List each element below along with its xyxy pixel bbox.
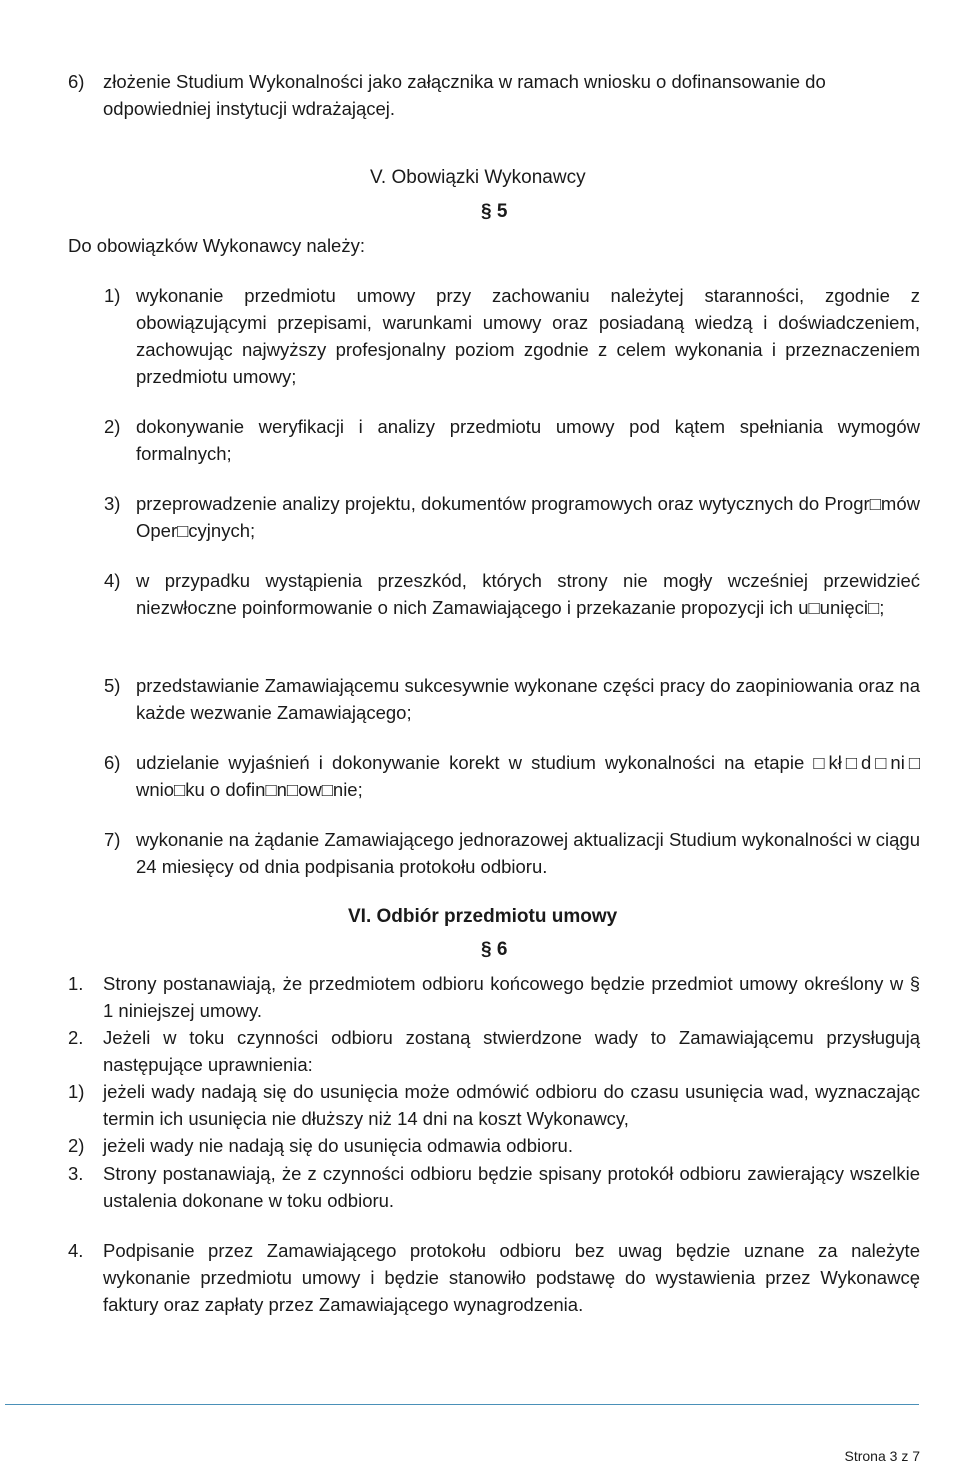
list-item-text: Strony postanawiają, że z czynności odbioru będzie spisany protokół odbioru zawierający wszelkie ustalenia dokonane w toku odbioru. — [103, 1163, 920, 1211]
list-item-text: wykonanie na żądanie Zamawiającego jednorazowej aktualizacji Studium wykonalności w ciągu 24 miesięcy od dnia podpisania protokołu odbioru. — [136, 829, 920, 877]
list-item — [104, 490, 920, 544]
footer-divider — [5, 1404, 919, 1405]
list-item-text: dokonywanie weryfikacji i analizy przedmiotu umowy pod kątem spełniania wymogów formalnych; — [136, 416, 920, 464]
list-item — [104, 826, 920, 880]
list-item-text: przedstawianie Zamawiającemu sukcesywnie wykonane części pracy do zaopiniowania oraz na każde wezwanie Zamawiającego; — [136, 675, 920, 723]
list-item-number: 1. — [68, 973, 84, 994]
list-item — [68, 1132, 920, 1159]
intro-item-number: 6) — [68, 71, 85, 92]
list-item-number: 7) — [104, 829, 121, 850]
list-item-number: 6) — [104, 752, 121, 773]
list-item-text: Jeżeli w toku czynności odbioru zostaną stwierdzone wady to Zamawiającemu przysługują następujące uprawnienia: — [103, 1027, 920, 1075]
list-item-number: 3. — [68, 1163, 84, 1184]
list-item-number: 5) — [104, 675, 121, 696]
list-item — [68, 970, 920, 1024]
list-item — [68, 1160, 920, 1214]
list-item — [104, 749, 920, 803]
list-item-number: 1) — [68, 1081, 85, 1102]
list-item-number: 3) — [104, 493, 121, 514]
list-item-text: udzielanie wyjaśnień i dokonywanie korekt w studium wykonalności na etapie □kł□d□ni□ wnio□ku o dofin□n□ow□nie; — [136, 752, 920, 800]
section-6-paragraph-sign: § 6 — [481, 939, 508, 960]
page-number: Strona 3 z 7 — [844, 1448, 920, 1464]
list-item-number: 4) — [104, 570, 121, 591]
section-5-title: V. Obowiązki Wykonawcy — [370, 167, 586, 188]
list-item-number: 2) — [104, 416, 121, 437]
intro-item-text: złożenie Studium Wykonalności jako załącznika w ramach wniosku o dofinansowanie do odpowiedniej instytucji wdrażającej. — [103, 71, 826, 119]
list-item-number: 4. — [68, 1240, 84, 1261]
list-item-text: jeżeli wady nadają się do usunięcia może odmówić odbioru do czasu usunięcia wad, wyznaczając termin ich usunięcia nie dłuższy niż 14 dni na koszt Wykonawcy, — [103, 1081, 920, 1129]
list-item-text: wykonanie przedmiotu umowy przy zachowaniu należytej staranności, zgodnie z obowiązującymi przepisami, warunkami umowy oraz posiadaną wiedzą i doświadczeniem, zachowując najwyższy profesjonalny poziom zgodnie z celem wykonania i przeznaczeniem przedmiotu umowy; — [136, 285, 920, 387]
list-item-text: jeżeli wady nie nadają się do usunięcia odmawia odbioru. — [103, 1135, 573, 1156]
list-item-number: 2) — [68, 1135, 85, 1156]
list-item — [68, 1024, 920, 1078]
list-item-number: 1) — [104, 285, 121, 306]
section-5-paragraph-sign: § 5 — [481, 201, 508, 222]
list-item — [68, 1237, 920, 1318]
section-5-lead: Do obowiązków Wykonawcy należy: — [68, 235, 365, 256]
intro-item — [68, 68, 920, 122]
list-item-text: w przypadku wystąpienia przeszkód, których strony nie mogły wcześniej przewidzieć niezwłoczne poinformowanie o nich Zamawiającego i przekazanie propozycji ich u□unięci□; — [136, 570, 920, 618]
list-item — [68, 1078, 920, 1132]
list-item — [104, 282, 920, 390]
list-item — [104, 567, 920, 621]
list-item-text: Strony postanawiają, że przedmiotem odbioru końcowego będzie przedmiot umowy określony w § 1 niniejszej umowy. — [103, 973, 920, 1021]
list-item-text: Podpisanie przez Zamawiającego protokołu odbioru bez uwag będzie uznane za należyte wykonanie przedmiotu umowy i będzie stanowiło podstawę do wystawienia przez Wykonawcę faktury oraz zapłaty przez Zamawiającego wynagrodzenia. — [103, 1240, 920, 1315]
list-item-text: przeprowadzenie analizy projektu, dokumentów programowych oraz wytycznych do Progr□mów Oper□cyjnych; — [136, 493, 920, 541]
list-item — [104, 672, 920, 726]
list-item-number: 2. — [68, 1027, 84, 1048]
section-6-title: VI. Odbiór przedmiotu umowy — [348, 906, 618, 927]
list-item — [104, 413, 920, 467]
